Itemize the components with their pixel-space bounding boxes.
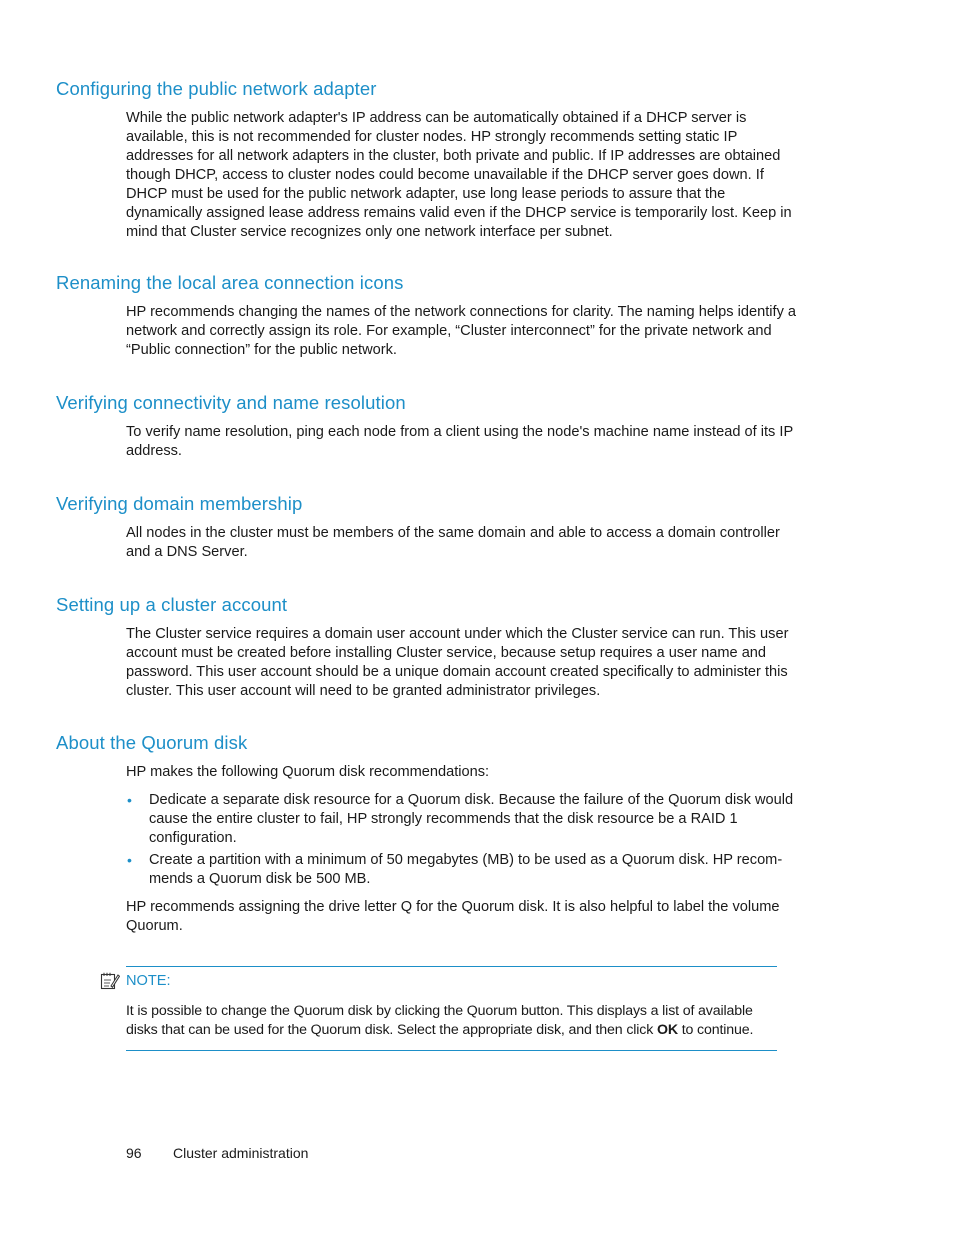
note-box <box>100 966 777 1051</box>
section-verifying-connectivity <box>56 391 816 461</box>
section-heading: Configuring the public network adapter <box>56 78 377 99</box>
section-body: All nodes in the cluster must be members of the same domain and able to access a domain controller and a DNS Server. <box>126 525 780 560</box>
section-heading: Renaming the local area connection icons <box>56 272 404 293</box>
page-footer <box>126 1144 308 1163</box>
bullet-icon: • <box>127 792 132 808</box>
bullet-icon: • <box>127 852 132 868</box>
note-pad-icon <box>100 972 120 990</box>
note-label: NOTE: <box>126 973 171 989</box>
section-closing: HP recommends assigning the drive letter Q for the Quorum disk. It is also helpful to label the volume Quorum. <box>126 899 780 934</box>
section-body: The Cluster service requires a domain user account under which the Cluster service can run. This user account must be created before installing Cluster service, because setup requires a user name and password. This user account should be a unique domain account created specifically to administer this cluster. This user account will need to be granted administrator privileges. <box>126 626 789 699</box>
section-public-network-adapter <box>56 77 816 242</box>
list-item <box>126 851 802 889</box>
section-quorum-disk <box>56 731 816 936</box>
section-heading: About the Quorum disk <box>56 732 248 753</box>
note-text-start: It is possible to change the Quorum disk by clicking the Quorum button. This displays a list of available disks that can be used for the Quorum disk. Select the appropriate disk, and then click <box>126 1003 753 1038</box>
note-header <box>100 971 777 991</box>
note-bottom-rule <box>126 1050 777 1051</box>
section-body: To verify name resolution, ping each node from a client using the node's machine name instead of its IP address. <box>126 424 793 459</box>
section-domain-membership <box>56 492 816 562</box>
section-heading: Verifying domain membership <box>56 493 303 514</box>
section-heading: Setting up a cluster account <box>56 594 288 615</box>
chapter-title: Cluster administration <box>173 1145 309 1161</box>
recommendation-list <box>126 791 802 889</box>
note-top-rule <box>126 966 777 967</box>
list-item-text: Create a partition with a minimum of 50 megabytes (MB) to be used as a Quorum disk. HP recom-mends a Quorum disk be 500 MB. <box>149 852 783 887</box>
page-number: 96 <box>126 1145 142 1161</box>
ok-keyword: OK <box>656 1021 678 1038</box>
note-text <box>126 1002 786 1039</box>
section-intro: HP makes the following Quorum disk recommendations: <box>126 764 490 780</box>
list-item <box>126 791 802 848</box>
section-body: While the public network adapter's IP address can be automatically obtained if a DHCP server is available, this is not recommended for cluster nodes. HP strongly recommends setting static IP addresses for all network adapters in the cluster, both private and public. If IP addresses are obtained though DHCP, access to cluster nodes could become unavailable if the DHCP server goes down. If DHCP must be used for the public network adapter, use long lease periods to assure that the dynamically assigned lease address remains valid even if the DHCP service is temporarily lost. Keep in mind that Cluster service recognizes only one network interface per subnet. <box>126 110 792 240</box>
section-renaming-icons <box>56 271 816 360</box>
section-heading: Verifying connectivity and name resolution <box>56 392 406 413</box>
section-body: HP recommends changing the names of the network connections for clarity. The naming helps identify a network and correctly assign its role. For example, “Cluster interconnect” for the private network and “Public connection” for the public network. <box>126 304 797 358</box>
list-item-text: Dedicate a separate disk resource for a Quorum disk. Because the failure of the Quorum disk would cause the entire cluster to fail, HP strongly recommends that the disk resource be a RAID 1 configuration. <box>149 792 794 846</box>
note-text-end: to continue. <box>677 1021 754 1038</box>
section-cluster-account <box>56 593 816 701</box>
